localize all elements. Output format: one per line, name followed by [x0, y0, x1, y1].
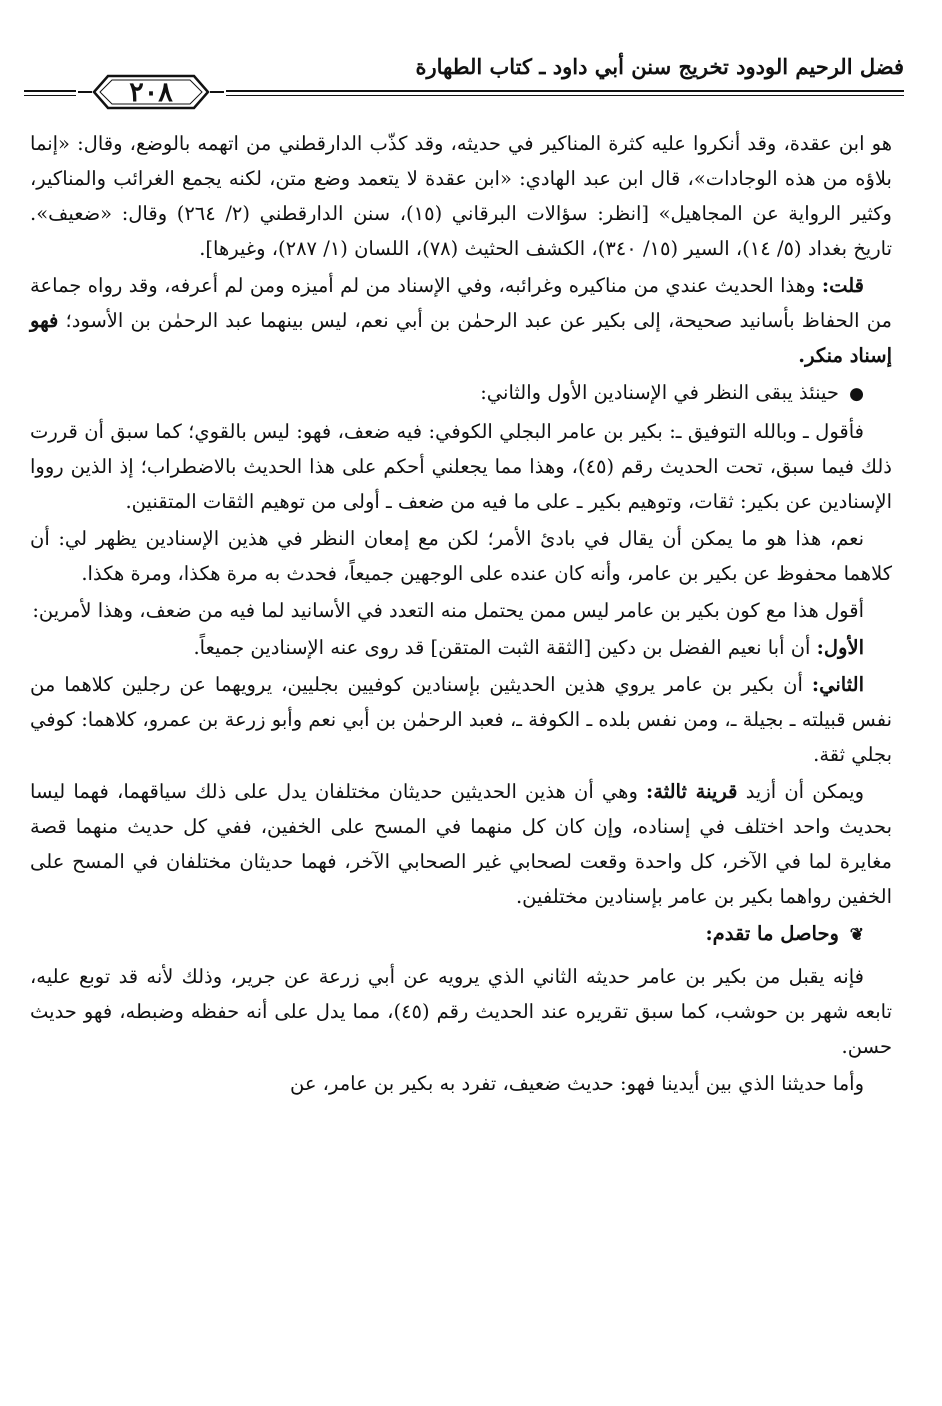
paragraph-text: وهي أن هذين الحديثين حديثان مختلفان يدل على ذلك سياقهما، فهما ليسا بحديث واحد اختلف في إسناده، وإن كان كل منهما في المسح على الخفين، ففي كل حديث منهما قصة مغايرة لما في الآخر، كل واحدة وقعت لصحابي غير الصحابي الآخر، فهما حديثان مختلفان في المسح على الخفين رواهما بكير بن عامر بإسنادين مختلفين.: [30, 780, 892, 908]
paragraph-text: نعم، هذا هو ما يمكن أن يقال في بادئ الأمر؛ لكن مع إمعان النظر في هذين الإسنادين يظهر لي: أن كلاهما محفوظ عن بكير بن عامر، وأنه كان عنده على الوجهين جميعاً، فحدث به مرة هكذا، ومرة هكذا.: [30, 527, 892, 585]
page-number-badge: [76, 68, 226, 116]
leaf-ornament-icon: ❦: [849, 925, 864, 945]
paragraph-lead: قلت:: [821, 274, 864, 297]
paragraph: [30, 126, 892, 266]
paragraph-text: فأقول ـ وبالله التوفيق ـ: بكير بن عامر البجلي الكوفي: فيه ضعف، فهو: ليس بالقوي؛ كما سبق أن قررت ذلك فيما سبق، تحت الحديث رقم (٤٥)، وهذا مما يجعلني أحكم على هذا الحديث بالاضطراب؛ إذ الذين رووا الإسنادين عن بكير: ثقات، وتوهيم بكير ـ على ما فيه من ضعف ـ أولى من توهيم الثقات المتقنين.: [30, 420, 892, 513]
paragraph: [30, 774, 892, 914]
paragraph-text: وهذا الحديث عندي من مناكيره وغرائبه، وفي الإسناد من لم أميزه ومن لم أعرفه، وقد رواه جماعة من الحفاظ بأسانيد صحيحة، إلى بكير عن عبد الرحمٰن بن أبي نعم، ليس بينهما عبد الرحمٰن بن الأسود؛: [30, 274, 892, 332]
paragraph: [30, 593, 892, 628]
paragraph-conclusion: فهو إسناد منكر.: [30, 309, 892, 367]
page-header: [24, 40, 904, 130]
paragraph-lead: الأول:: [816, 636, 864, 659]
paragraph-text: فإنه يقبل من بكير بن عامر حديثه الثاني الذي يرويه عن أبي زرعة عن جرير، وذلك لأنه قد توبع عليه، تابعه شهر بن حوشب، كما سبق تقريره عند الحديث رقم (٤٥)، مما يدل على أنه حفظه وضبطه، فهو حديث حسن.: [30, 965, 892, 1058]
paragraph: [30, 375, 892, 412]
paragraph: [30, 667, 892, 772]
paragraph: [30, 521, 892, 591]
paragraph-lead: الثاني:: [811, 673, 864, 696]
section-heading-text: وحاصل ما تقدم:: [705, 922, 846, 945]
running-title: فضل الرحيم الودود تخريج سنن أبي داود ـ كتاب الطهارة: [415, 54, 904, 79]
paragraph-text: أن أبا نعيم الفضل بن دكين [الثقة الثبت المتقن] قد روى عنه الإسنادين جميعاً.: [193, 636, 817, 659]
paragraph-lead: قرينة ثالثة:: [646, 780, 738, 803]
section-heading: [30, 916, 892, 953]
paragraph-text: حينئذ يبقى النظر في الإسنادين الأول والثاني:: [480, 381, 846, 404]
paragraph-text: ويمكن أن أزيد: [737, 780, 865, 803]
paragraph: [30, 959, 892, 1064]
page-body: [30, 126, 892, 1103]
paragraph-text: وأما حديثنا الذي بين أيدينا فهو: حديث ضعيف، تفرد به بكير بن عامر، عن: [289, 1072, 864, 1095]
paragraph: [30, 268, 892, 373]
paragraph-text: أقول هذا مع كون بكير بن عامر ليس ممن يحتمل منه التعدد في الأسانيد لما فيه من ضعف، وهذا لأمرين:: [32, 599, 864, 622]
paragraph-text: أن بكير بن عامر يروي هذين الحديثين بإسنادين كوفيين بجليين، يرويهما عن رجلين كلاهما من نفس قبيلته ـ بجيلة ـ، ومن نفس بلده ـ الكوفة ـ، فعبد الرحمٰن بن أبي نعم وأبو زرعة بن عمرو، كلاهما: كوفي بجلي ثقة.: [30, 673, 892, 766]
paragraph-text: هو ابن عقدة، وقد أنكروا عليه كثرة المناكير في حديثه، وقد كذّب الدارقطني من اتهمه بالوضع، وقال: «إنما بلاؤه من هذه الوجادات»، قال ابن عبد الهادي: «ابن عقدة لا يتعمد وضع متن، لكنه يجمع الغرائب والمناكير، وكثير الرواية عن المجاهيل» [انظر: سؤالات البرقاني (١٥)، سنن الدارقطني (٢/ ٢٦٤) وقال: «ضعيف». تاريخ بغداد (٥/ ١٤)، السير (١٥/ ٣٤٠)، الكشف الحثيث (٧٨)، اللسان (١/ ٢٨٧)، وغيرها].: [30, 132, 892, 260]
paragraph: [30, 630, 892, 665]
page-number: ٢٠٨: [129, 76, 173, 108]
bullet-icon: ●: [849, 384, 864, 404]
paragraph: [30, 1066, 892, 1101]
paragraph: [30, 414, 892, 519]
